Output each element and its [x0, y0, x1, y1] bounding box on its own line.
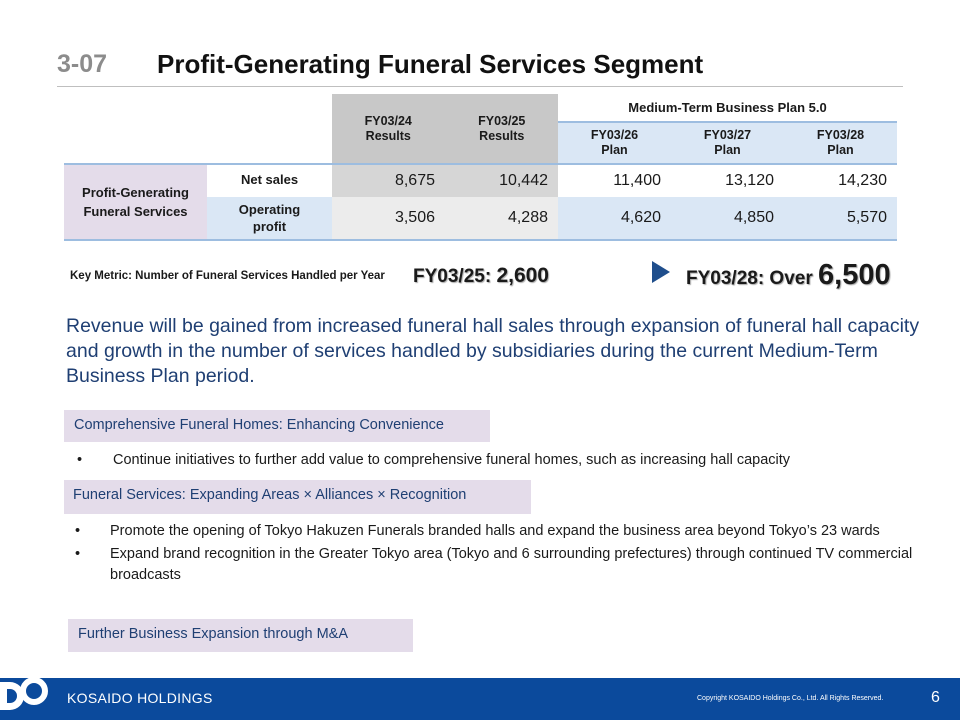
bullet-list-funeral-services	[64, 521, 924, 588]
op-profit-fy2603: 4,620	[558, 197, 671, 240]
bullet-list-comprehensive-funeral-homes	[66, 450, 896, 471]
page-title: Profit-Generating Funeral Services Segment	[157, 49, 704, 79]
key-metric-current-value: 2,600	[496, 264, 549, 287]
mtbp-header: Medium-Term Business Plan 5.0	[558, 94, 897, 122]
slide-number: 3-07	[57, 50, 108, 78]
brand-name: KOSAIDO HOLDINGS	[67, 690, 213, 706]
section-heading-ma-expansion: Further Business Expansion through M&A	[68, 619, 413, 652]
net-sales-fy2503: 10,442	[445, 164, 558, 197]
section-heading-comprehensive-funeral-homes: Comprehensive Funeral Homes: Enhancing Convenience	[64, 410, 490, 442]
bullet-item: • Promote the opening of Tokyo Hakuzen Funerals branded halls and expand the business area beyond Tokyo’s 23 wards	[64, 521, 924, 542]
col-header-fy2403: FY03/24 Results	[332, 94, 445, 164]
op-profit-fy2403: 3,506	[332, 197, 445, 240]
net-sales-fy2703: 13,120	[671, 164, 784, 197]
copyright-text: Copyright KOSAIDO Holdings Co., Ltd. All Rights Reserved.	[697, 695, 884, 702]
lead-statement: Revenue will be gained from increased funeral hall sales through expansion of funeral hall capacity and growth in the number of services handled by subsidiaries during the current Medium-Term Business Plan period.	[66, 315, 920, 387]
table-corner-cell	[64, 94, 332, 164]
triangle-arrow-icon	[652, 261, 670, 283]
section-heading-funeral-services: Funeral Services: Expanding Areas × Alliances × Recognition	[64, 480, 531, 514]
col-header-fy2503: FY03/25 Results	[445, 94, 558, 164]
key-metric-target: FY03/28: Over 6,500	[686, 259, 891, 291]
bullet-item: • Expand brand recognition in the Greater Tokyo area (Tokyo and 6 surrounding prefectures) through continued TV commercial broadcasts	[64, 544, 924, 586]
row-label-operating-profit: Operating profit	[207, 197, 332, 240]
net-sales-fy2803: 14,230	[784, 164, 897, 197]
segment-label: Profit-Generating Funeral Services	[64, 164, 207, 240]
key-metric-current: FY03/25: 2,600	[413, 264, 549, 287]
col-header-fy2603: FY03/26 Plan	[558, 122, 671, 164]
page-number: 6	[931, 689, 940, 706]
key-metric-label: Key Metric: Number of Funeral Services Handled per Year	[70, 270, 385, 282]
kosaido-logo-icon	[0, 678, 52, 720]
col-header-fy2803: FY03/28 Plan	[784, 122, 897, 164]
key-metric-target-value: 6,500	[818, 259, 891, 291]
bullet-item: • Continue initiatives to further add value to comprehensive funeral homes, such as increasing hall capacity	[66, 450, 896, 471]
op-profit-fy2703: 4,850	[671, 197, 784, 240]
op-profit-fy2803: 5,570	[784, 197, 897, 240]
op-profit-fy2503: 4,288	[445, 197, 558, 240]
net-sales-fy2603: 11,400	[558, 164, 671, 197]
row-label-net-sales: Net sales	[207, 164, 332, 197]
col-header-fy2703: FY03/27 Plan	[671, 122, 784, 164]
net-sales-fy2403: 8,675	[332, 164, 445, 197]
financial-table	[64, 94, 897, 241]
title-divider	[57, 86, 903, 87]
